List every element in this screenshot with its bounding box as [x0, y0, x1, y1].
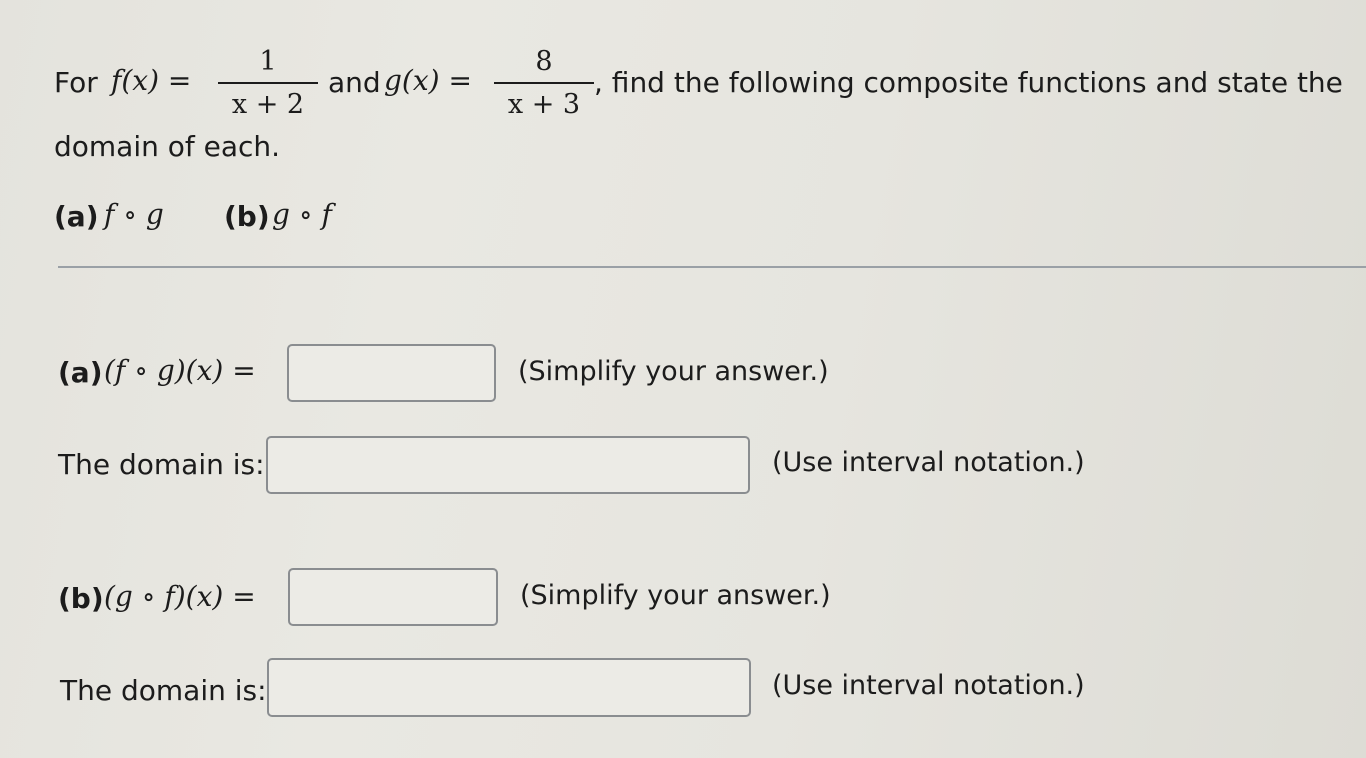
domain-b-input[interactable] — [267, 658, 751, 717]
and-word: and — [328, 66, 381, 99]
answer-a-label: (a) — [58, 356, 103, 389]
question-suffix: , find the following composite functions and state the — [594, 66, 1343, 99]
domain-a-input[interactable] — [266, 436, 750, 494]
f-numerator: 1 — [259, 46, 277, 77]
answer-a-expression: (f ∘ g)(x) = — [104, 354, 256, 387]
answer-a-input[interactable] — [287, 344, 496, 402]
g-denominator: x + 3 — [507, 89, 581, 120]
answer-b-hint: (Simplify your answer.) — [520, 580, 831, 611]
domain-b-hint: (Use interval notation.) — [772, 670, 1085, 701]
part-b-label: (b) — [224, 200, 270, 233]
domain-a-hint: (Use interval notation.) — [772, 447, 1085, 478]
answer-b-input[interactable] — [288, 568, 498, 626]
answer-b-expression: (g ∘ f)(x) = — [104, 580, 256, 613]
answer-a-hint: (Simplify your answer.) — [518, 356, 829, 387]
g-fraction — [494, 44, 594, 123]
g-fraction-bar — [494, 82, 594, 84]
f-fraction-bar — [218, 82, 318, 84]
section-divider — [58, 266, 1366, 268]
domain-a-label: The domain is: — [58, 448, 265, 481]
part-a-label: (a) — [54, 200, 99, 233]
part-b-expression: g ∘ f — [272, 198, 332, 231]
question-line2: domain of each. — [54, 130, 281, 163]
f-fraction — [218, 44, 318, 123]
g-numerator: 8 — [535, 46, 553, 77]
part-a-expression: f ∘ g — [104, 198, 164, 231]
f-definition-lhs: f(x) = — [111, 64, 192, 97]
domain-b-label: The domain is: — [60, 674, 267, 707]
question-prefix: For — [54, 66, 98, 99]
answer-b-label: (b) — [58, 582, 104, 615]
f-denominator: x + 2 — [231, 89, 305, 120]
g-definition-lhs: g(x) = — [384, 64, 472, 97]
